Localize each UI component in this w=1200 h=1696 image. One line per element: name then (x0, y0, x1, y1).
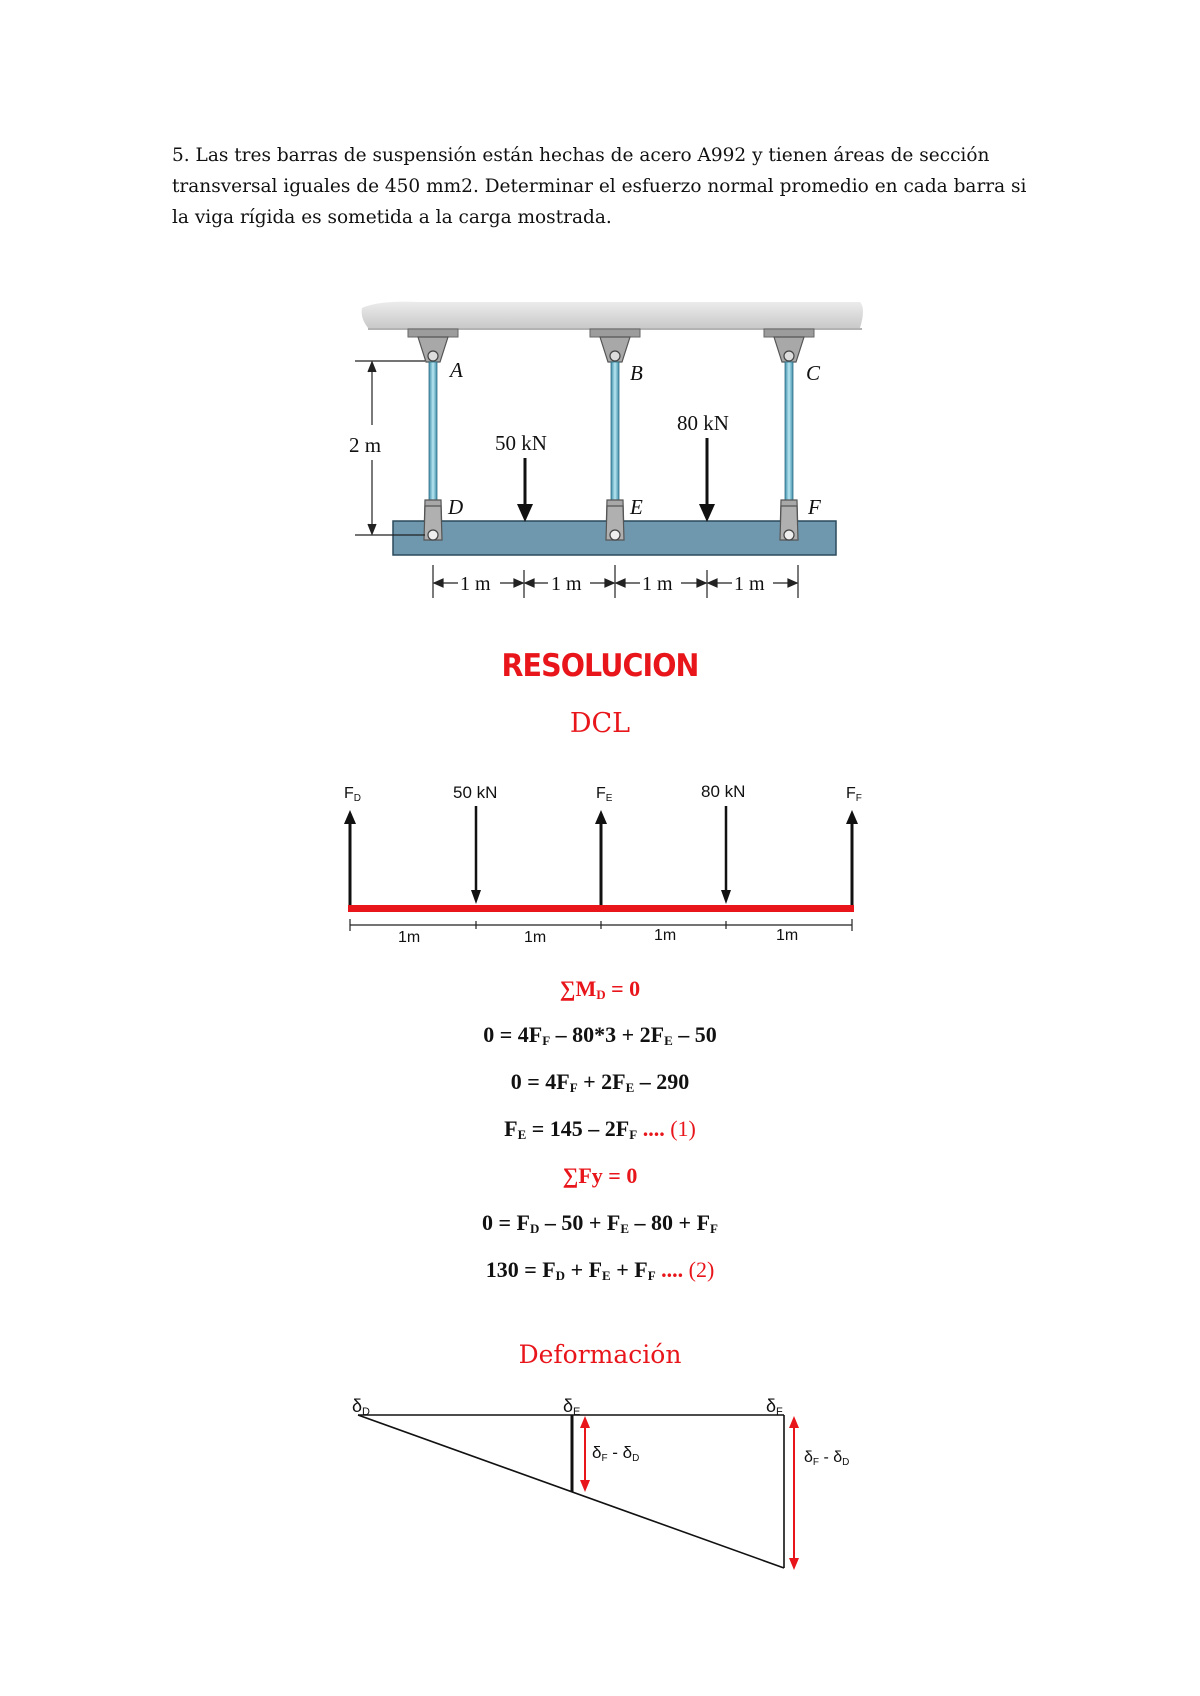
problem-line: la viga rígida es sometida a la carga mostrada. (172, 207, 612, 228)
suspension-figure (0, 0, 1200, 620)
load-80kn-label: 80 kN (677, 411, 729, 435)
dcl-span-3: 1m (654, 927, 677, 944)
delta-diff-label-2: δ (804, 1449, 813, 1466)
delta-d-label: δ (352, 1396, 363, 1416)
load-50kn-label: 50 kN (495, 431, 547, 455)
label-f: F (808, 495, 821, 519)
svg-text:δD: δD (352, 1396, 370, 1418)
ff-label: F (846, 785, 856, 802)
problem-line: transversal iguales de 450 mm2. Determinar el esfuerzo normal promedio en cada barra si (172, 176, 1027, 197)
dcl-heading: DCL (569, 708, 631, 739)
label-d: D (448, 495, 464, 519)
equation-sum-moments: $\sum M_D = 0$ (559, 976, 641, 1002)
svg-text:δF - δD: δF - δD (592, 1443, 640, 1464)
label-a: A (450, 358, 463, 382)
label-e: E (630, 495, 643, 519)
equation-5: $130 = F_D + F_E + F_F$ .... (2) (485, 1257, 715, 1283)
label-c: C (806, 361, 821, 385)
load-80kn-arrow (699, 504, 715, 522)
deformation-diagram (0, 1390, 1200, 1590)
delta-f-label: δ (766, 1396, 777, 1416)
svg-text:FF: FF (846, 785, 862, 804)
svg-text:FD: FD (344, 785, 362, 804)
deformation-arrows (580, 1416, 799, 1570)
fe-label: F (596, 785, 606, 802)
equation-3: $F_E = 145 - 2F_F$ .... (1) (504, 1116, 696, 1142)
equation-2: $0 = 4F_F + 2F_E - 290$ (510, 1069, 690, 1095)
span-label-1: 1 m (460, 573, 491, 595)
equation-sum-forces: ∑Fy = 0 (562, 1163, 638, 1188)
delta-e-label: δ (563, 1396, 574, 1416)
dcl-span-1: 1m (398, 929, 421, 946)
span-label-3: 1 m (642, 573, 673, 595)
ceiling (362, 302, 863, 328)
reaction-arrows (344, 810, 858, 908)
svg-text:δE: δE (563, 1396, 581, 1418)
span-label-4: 1 m (734, 573, 765, 595)
resolution-heading: RESOLUCION (501, 648, 699, 684)
deformation-geometry (358, 1415, 784, 1568)
rod-c (764, 329, 814, 535)
fd-label: F (344, 785, 354, 802)
svg-text:δF: δF (766, 1396, 783, 1418)
problem-line: 5. Las tres barras de suspensión están hechas de acero A992 y tienen áreas de sección (172, 145, 990, 166)
dcl-load-80: 80 kN (701, 782, 746, 801)
span-label-2: 1 m (551, 573, 582, 595)
free-body-diagram (0, 770, 1200, 970)
equation-1: $0 = 4F_F - 80*3 + 2F_E - 50$ (483, 1022, 717, 1048)
svg-text:FE: FE (596, 785, 613, 804)
delta-diff-label-1: δ (592, 1443, 602, 1462)
load-50kn-arrow (517, 504, 533, 522)
deformation-heading: Deformación (518, 1340, 682, 1369)
svg-text:δF - δD: δF - δD (804, 1449, 850, 1468)
dcl-beam (348, 905, 854, 912)
label-b: B (630, 361, 643, 385)
equation-4: $0 = F_D - 50 + F_E - 80 + F_F$ (482, 1210, 718, 1236)
height-label: 2 m (349, 433, 382, 457)
dcl-load-50: 50 kN (453, 783, 498, 802)
dcl-span-2: 1m (524, 929, 547, 946)
dcl-span-4: 1m (776, 927, 799, 944)
